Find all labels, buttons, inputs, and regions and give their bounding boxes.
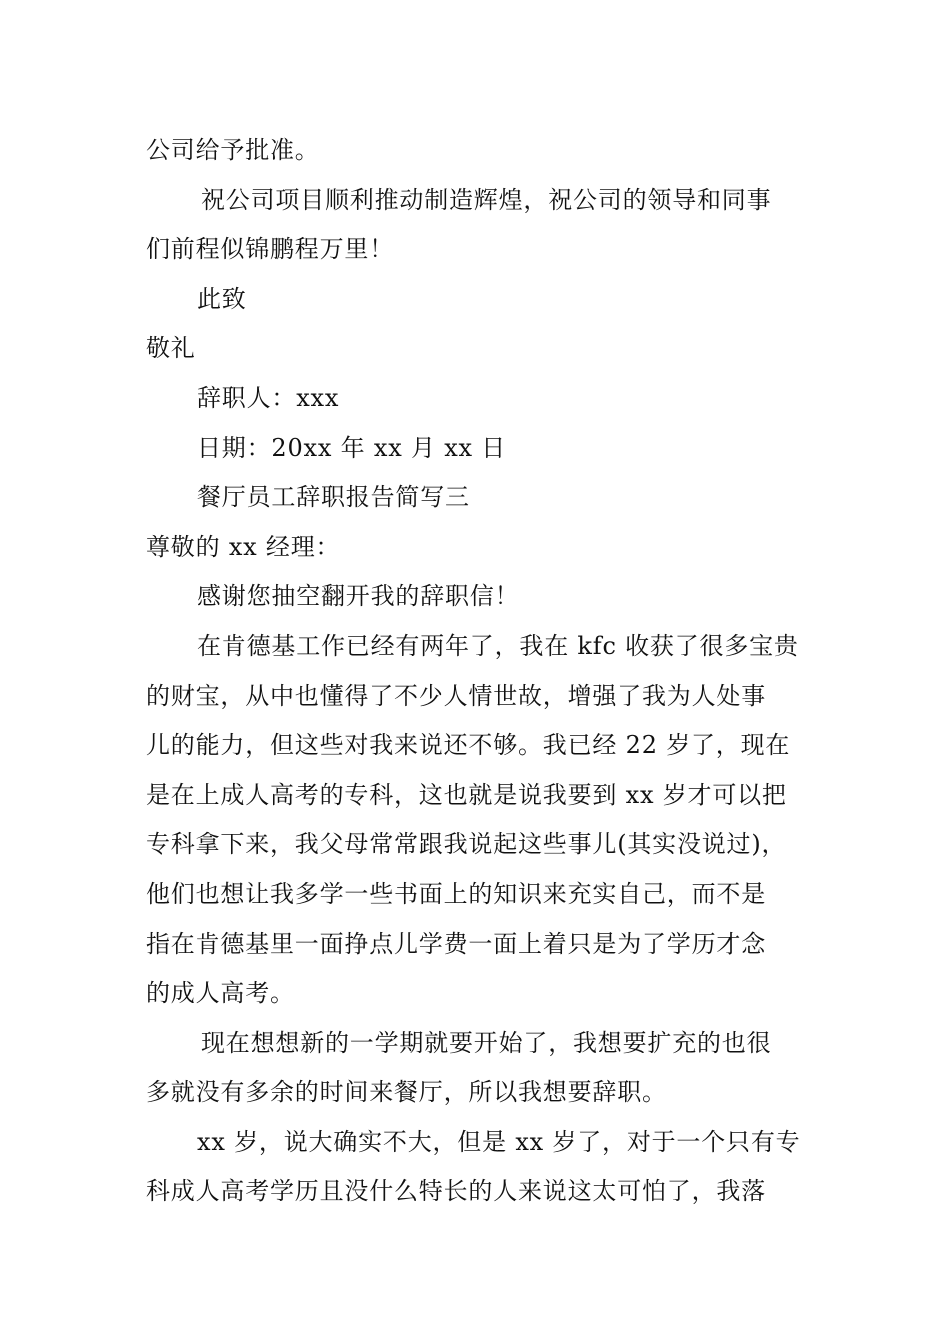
text-line: 科成人高考学历且没什么特长的人来说这太可怕了，我落 — [146, 1177, 766, 1206]
text-line: 公司给予批准。 — [146, 136, 320, 164]
closing-respect: 敬礼 — [146, 334, 196, 363]
text-line: 多就没有多余的时间来餐厅，所以我想要辞职。 — [146, 1078, 667, 1107]
text-line: xx 岁，说大确实不大，但是 xx 岁了，对于一个只有专 — [197, 1127, 801, 1156]
text-line: 的财宝，从中也懂得了不少人情世故，增强了我为人处事 — [146, 681, 766, 710]
text-line: 是在上成人高考的专科，这也就是说我要到 xx 岁才可以把 — [146, 780, 787, 809]
section-title: 餐厅员工辞职报告简写三 — [197, 483, 470, 512]
resignee-line: 辞职人：xxx — [197, 383, 340, 412]
text-line: 现在想想新的一学期就要开始了，我想要扩充的也很 — [201, 1028, 772, 1057]
document-body — [146, 126, 808, 1217]
closing-salutation: 此致 — [197, 284, 247, 313]
text-line: 们前程似锦鹏程万里！ — [146, 235, 394, 264]
text-line: 专科拿下来，我父母常常跟我说起这些事儿(其实没说过)， — [146, 830, 787, 859]
text-line: 指在肯德基里一面挣点儿学费一面上着只是为了学历才念 — [146, 929, 766, 958]
text-line: 儿的能力，但这些对我来说还不够。我已经 22 岁了，现在 — [146, 731, 791, 760]
text-line: 感谢您抽空翻开我的辞职信！ — [197, 582, 520, 611]
text-line: 祝公司项目顺利推动制造辉煌，祝公司的领导和同事 — [201, 185, 772, 214]
text-line: 在肯德基工作已经有两年了，我在 kfc 收获了很多宝贵 — [197, 631, 799, 660]
greeting-line: 尊敬的 xx 经理： — [146, 532, 341, 561]
text-line: 的成人高考。 — [146, 979, 295, 1008]
text-line: 他们也想让我多学一些书面上的知识来充实自己，而不是 — [146, 879, 766, 908]
date-line: 日期：20xx 年 xx 月 xx 日 — [197, 433, 507, 462]
